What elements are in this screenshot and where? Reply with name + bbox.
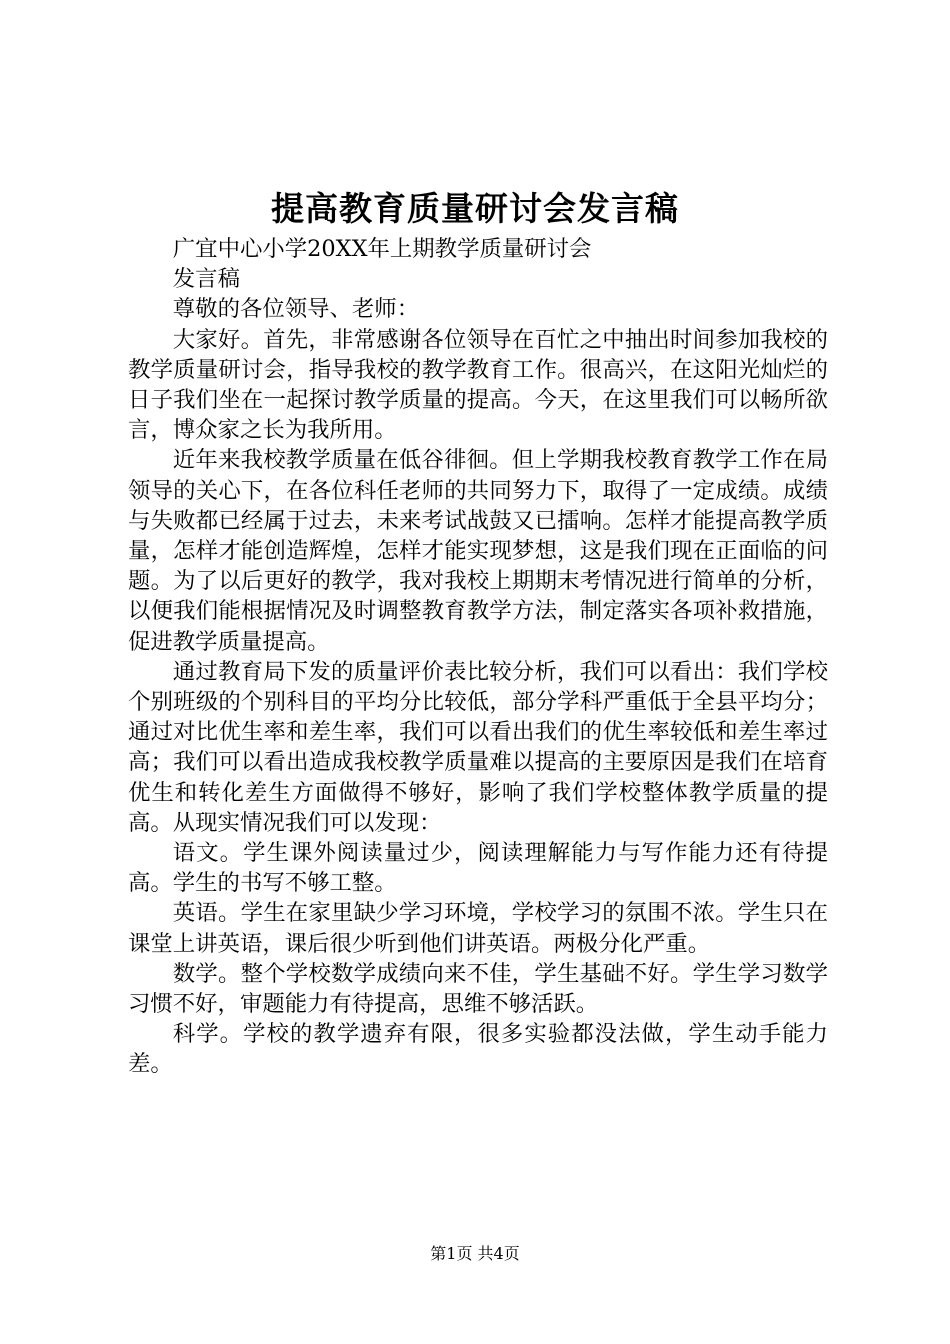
paragraph: 通过教育局下发的质量评价表比较分析，我们可以看出：我们学校个别班级的个别科目的平均分比较低，部分学科严重低于全县平均分；通过对比优生率和差生率，我们可以看出我们的优生率较低和差生率过高；我们可以看出造成我校教学质量难以提高的主要原因是我们在培育优生和转化差生方面做得不够好，影响了我们学校整体教学质量的提高。从现实情况我们可以发现： — [128, 658, 828, 836]
document-body — [128, 234, 828, 1080]
paragraph: 英语。学生在家里缺少学习环境，学校学习的氛围不浓。学生只在课堂上讲英语，课后很少听到他们讲英语。两极分化严重。 — [128, 900, 828, 957]
paragraph: 语文。学生课外阅读量过少，阅读理解能力与写作能力还有待提高。学生的书写不够工整。 — [128, 840, 828, 897]
salutation: 尊敬的各位领导、老师： — [172, 296, 420, 323]
paragraph: 近年来我校教学质量在低谷徘徊。但上学期我校教育教学工作在局领导的关心下，在各位科任老师的共同努力下，取得了一定成绩。成绩与失败都已经属于过去，未来考试战鼓又已擂响。怎样才能提高教学质量，怎样才能创造辉煌，怎样才能实现梦想，这是我们现在正面临的问题。为了以后更好的教学，我对我校上期期末考情况进行简单的分析，以便我们能根据情况及时调整教育教学方法，制定落实各项补救措施，促进教学质量提高。 — [128, 447, 828, 655]
paragraph: 科学。学校的教学遗弃有限，很多实验都没法做，学生动手能力差。 — [128, 1021, 828, 1078]
paragraph: 数学。整个学校数学成绩向来不佳，学生基础不好。学生学习数学习惯不好，审题能力有待提高，思维不够活跃。 — [128, 960, 828, 1018]
paragraph: 发言稿 — [172, 266, 240, 293]
paragraph: 广宜中心小学20XX年上期教学质量研讨会 — [172, 236, 592, 262]
page-number-footer: 第1页 共4页 — [430, 1244, 520, 1263]
paragraph: 大家好。首先，非常感谢各位领导在百忙之中抽出时间参加我校的教学质量研讨会，指导我校的教学教育工作。很高兴，在这阳光灿烂的日子我们坐在一起探讨教学质量的提高。今天，在这里我们可以畅所欲言，博众家之长为我所用。 — [128, 326, 828, 444]
document-title: 提高教育质量研讨会发言稿 — [271, 189, 679, 228]
